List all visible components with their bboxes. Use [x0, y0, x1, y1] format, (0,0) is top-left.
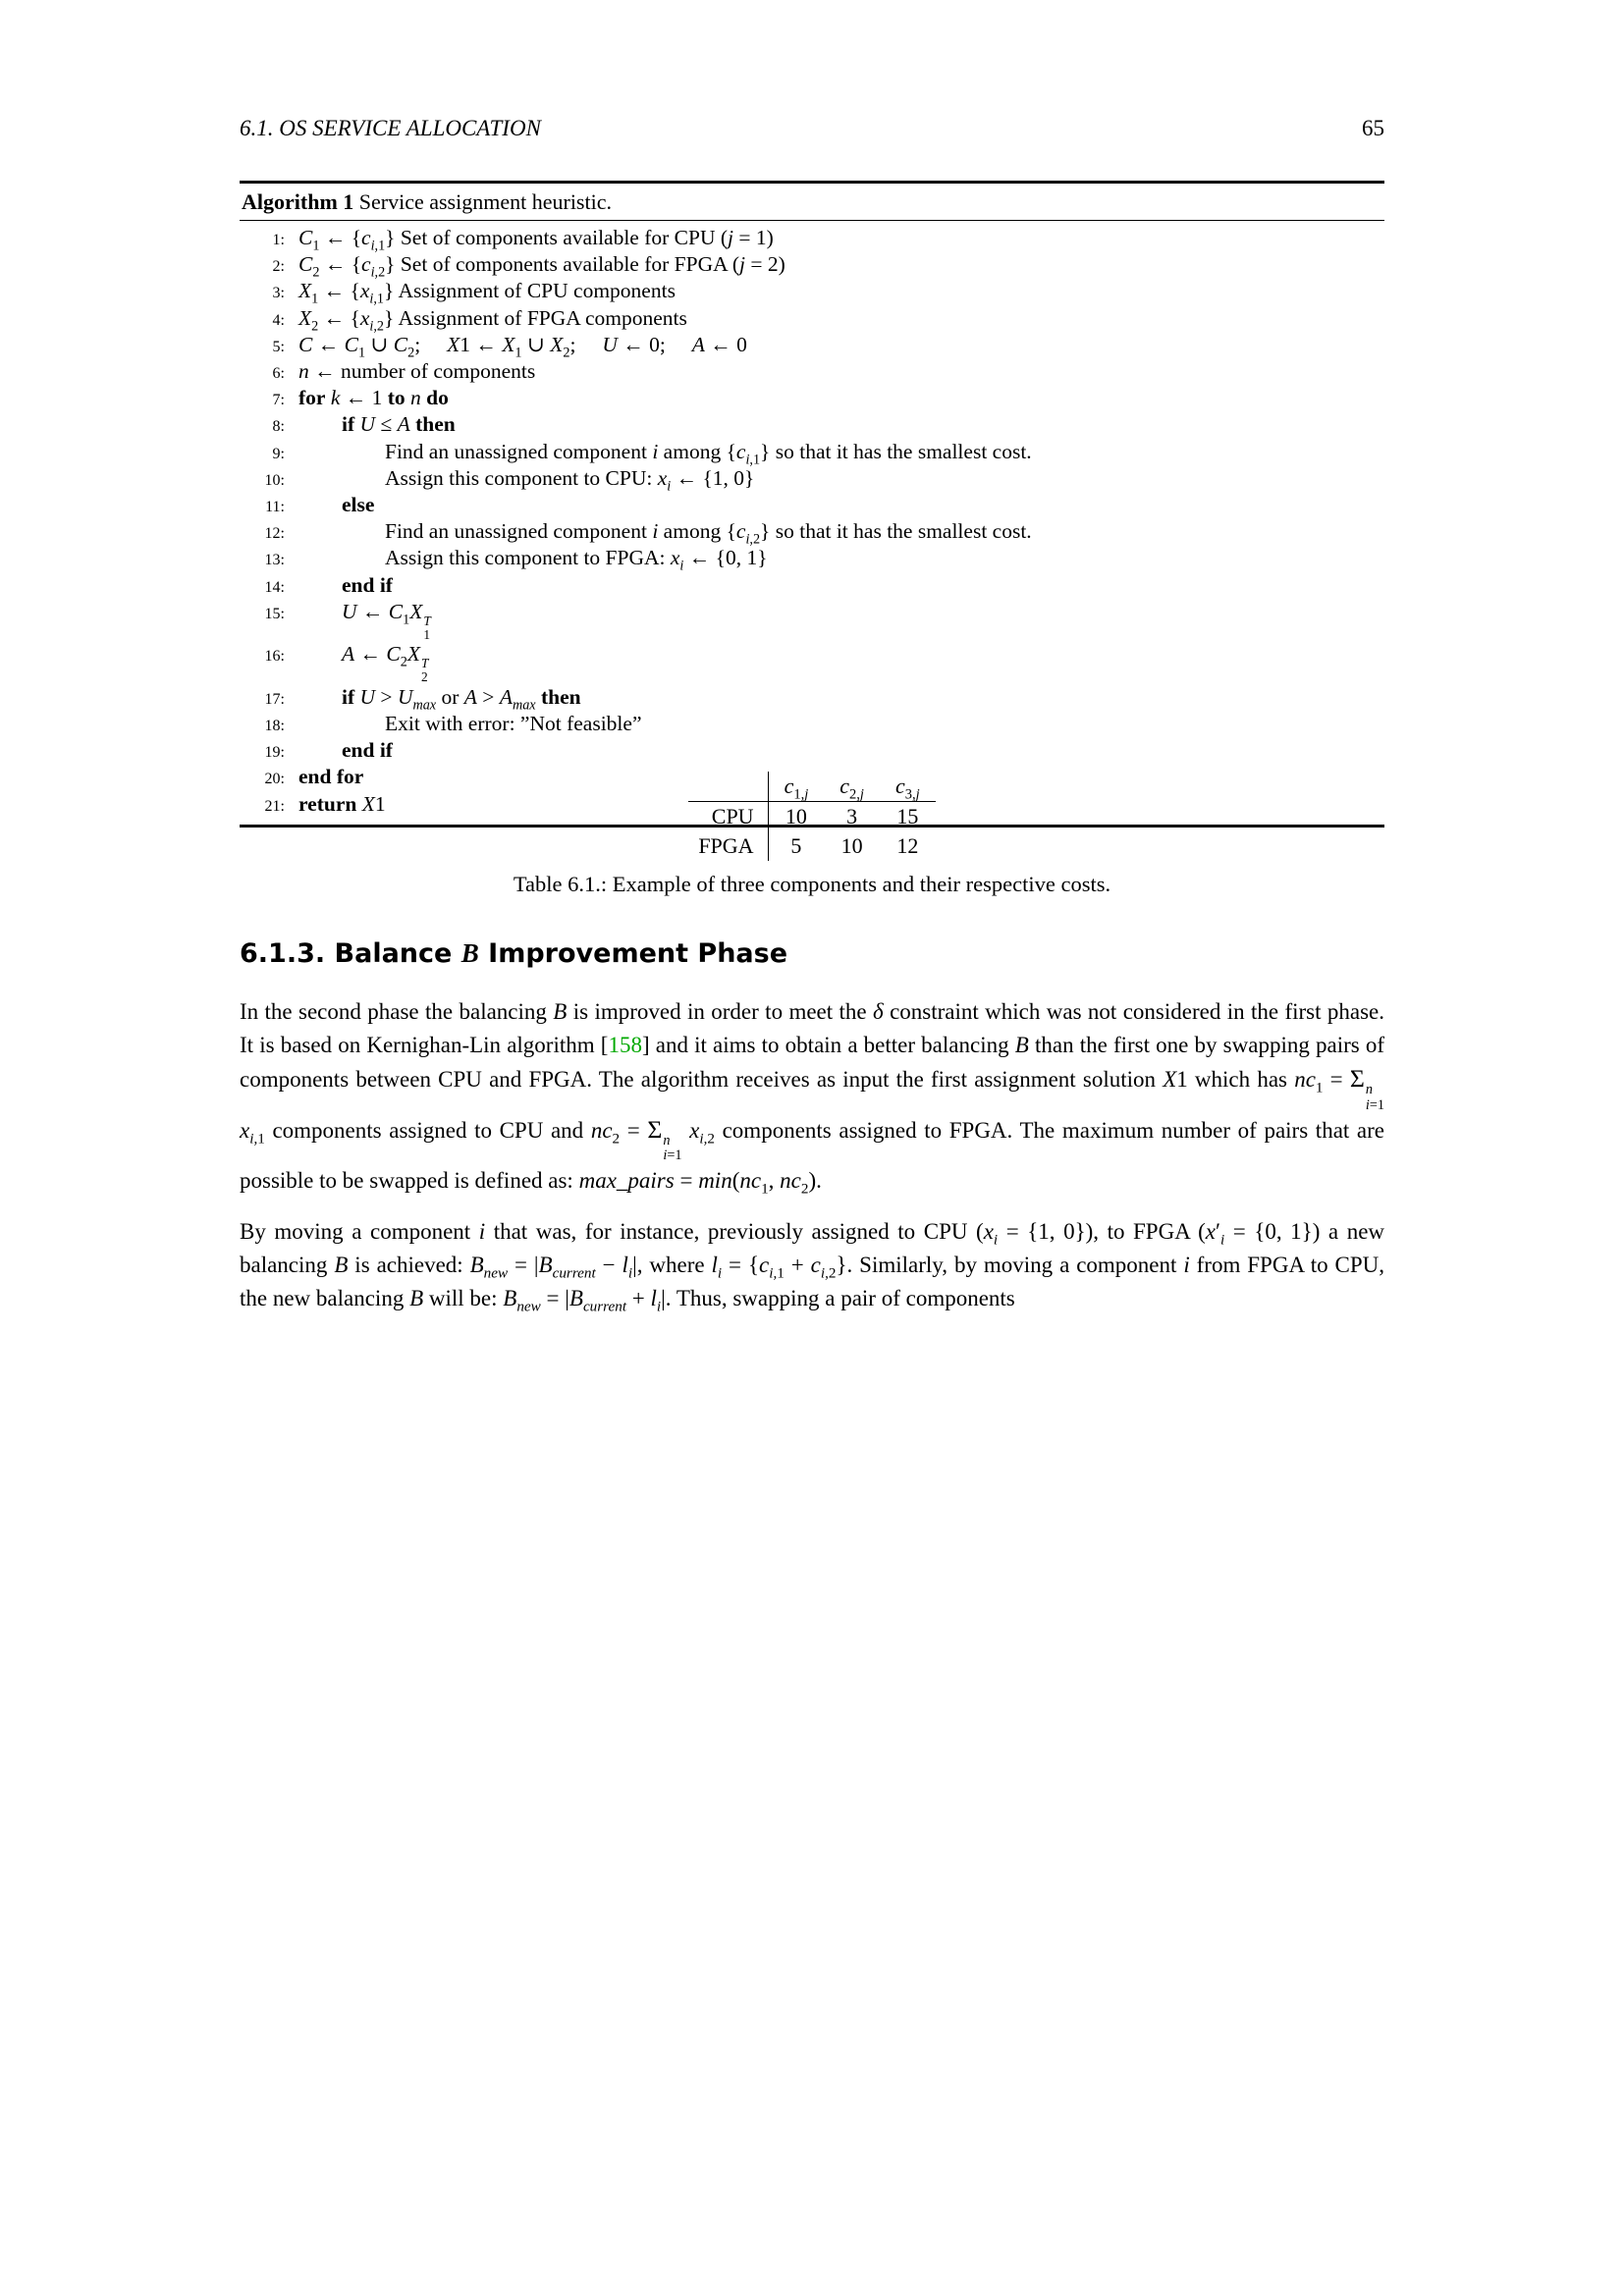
- line-content: Assign this component to FPGA: $x_i$ ← {0, 1}: [385, 546, 768, 574]
- line-number: 5:: [272, 338, 285, 355]
- table-cell: 15: [896, 804, 919, 828]
- line-number: 12:: [264, 525, 285, 543]
- paragraph: By moving a component i that was, for instance, previously assigned to CPU ($x_i = \{1$, 0}), to FPGA ($x'_i = \{0$, 1}) a new balancing B is achieved: $B_{new} = |B_{current} - l_i|$, where $l_i = \{c_{i,1} + c_{i,2}\}$. Similarly, by moving a component i from FPGA to CPU, the new balancing B will be: $B_{new} = |B_{current} + l_i|$. Thus, swapping a pair of components: [240, 1218, 1385, 1315]
- line-content: U ← $C_1X$ T 1: [342, 599, 431, 642]
- table-caption: Table 6.1.: Example of three components and their respective costs.: [513, 872, 1111, 896]
- line-content: n ← number of components: [298, 359, 536, 384]
- line-number: 10:: [264, 471, 285, 489]
- costs-table-wrap: [240, 772, 1384, 861]
- algorithm-line: [240, 333, 1384, 359]
- algorithm-line: [240, 519, 1384, 546]
- line-content: end for: [298, 765, 364, 789]
- line-number: 18:: [264, 717, 285, 734]
- line-content: Exit with error: ”Not feasible”: [385, 711, 642, 735]
- citation-link[interactable]: 158: [608, 1033, 642, 1057]
- line-number: 9:: [272, 445, 285, 462]
- algorithm-line: [240, 573, 1384, 600]
- algorithm-caption-label: Algorithm 1: [242, 189, 354, 214]
- table-cell: 10: [840, 833, 863, 858]
- line-content: $C_2$ ← $\{c_{i,2}\}$ Set of components available for FPGA (j = 2): [298, 252, 785, 281]
- line-number: 1:: [272, 232, 285, 248]
- line-content: end if: [342, 738, 393, 763]
- line-content: return X1: [298, 791, 386, 816]
- algorithm-line: [240, 685, 1384, 712]
- algorithm-line: [240, 252, 1384, 279]
- line-number: 16:: [264, 648, 285, 666]
- line-number: 7:: [272, 392, 285, 409]
- line-number: 17:: [264, 690, 285, 708]
- table-row: [688, 802, 935, 832]
- body-text: [240, 995, 1384, 1315]
- costs-table: [688, 772, 935, 861]
- table-row: [688, 831, 935, 861]
- table-cell: 10: [785, 804, 807, 828]
- line-number: 19:: [264, 744, 285, 762]
- line-content: for k ← 1 to n do: [298, 386, 449, 410]
- algorithm-line: [240, 738, 1384, 765]
- algorithm-line: [240, 493, 1384, 519]
- algorithm-line: [240, 226, 1384, 252]
- line-content: else: [342, 493, 375, 517]
- table-corner-cell: [688, 772, 768, 802]
- running-head-title: 6.1. OS SERVICE ALLOCATION: [240, 116, 541, 140]
- line-content: $C_1$ ← $\{c_{i,1}\}$ Set of components available for CPU (j = 1): [298, 226, 774, 254]
- algorithm-line: [240, 600, 1384, 642]
- line-content: Find an unassigned component i among $\{c_{i,1}\}$ so that it has the smallest cost.: [385, 439, 1032, 467]
- algorithm-line: [240, 386, 1384, 412]
- page-number: 65: [1362, 116, 1384, 140]
- table-col-header: $c_{3,j}$: [880, 772, 936, 802]
- line-content: A ← $C_2X$ T 2: [342, 642, 429, 685]
- line-content: Assign this component to CPU: $x_i$ ← {1, 0}: [385, 465, 755, 495]
- line-number: 13:: [264, 552, 285, 569]
- running-head: [240, 116, 1384, 141]
- line-content: C ← $C_1$ ∪ $C_2$; X1 ← $X_1$ ∪ $X_2$; U ← 0; A ← 0: [298, 332, 747, 361]
- paragraph: In the second phase the balancing B is improved in order to meet the δ constraint which was not considered in the first phase. It is based on Kernighan-Lin algorithm [158] and it aims to obtain a better balancing B than the first one by swapping pairs of components between CPU and FPGA. The algorithm receives as input the first assignment solution X1 which has $nc_1 = \Sigma$ n i=1 $x_{i,1}$ components assigned to CPU and $nc_2 = \Sigma$ n i=1 $x_{i,2}$ components assigned to FPGA. The maximum number of pairs that are possible to be swapped is defined as: max_pairs = $\min(nc_1$, $nc_2$).: [240, 999, 1385, 1198]
- table-row-label: CPU: [688, 802, 768, 832]
- line-content: Find an unassigned component i among $\{c_{i,2}\}$ so that it has the smallest cost.: [385, 519, 1032, 548]
- line-number: 14:: [264, 578, 285, 596]
- algorithm-line: [240, 412, 1384, 439]
- algorithm-line: [240, 546, 1384, 572]
- algorithm-line: [240, 466, 1384, 493]
- line-number: 11:: [265, 499, 285, 516]
- algorithm-caption: [240, 184, 1384, 221]
- algorithm-line: [240, 440, 1384, 466]
- section-heading: 6.1.3. Balance B Improvement Phase: [240, 938, 788, 969]
- algorithm-line: [240, 642, 1384, 684]
- line-content: $X_1$ ← $\{x_{i,1}\}$ Assignment of CPU components: [298, 279, 676, 307]
- line-number: 3:: [272, 285, 285, 302]
- line-content: if U ≤ A then: [342, 412, 456, 437]
- algorithm-lines: [240, 221, 1384, 828]
- table-header-row: [688, 772, 935, 802]
- line-content: if $U > U_{max}$ or $A > A_{max}$ then: [342, 684, 581, 714]
- table-cell: 5: [790, 833, 802, 858]
- table-col-header: $c_{2,j}$: [824, 772, 880, 802]
- line-number: 2:: [272, 258, 285, 276]
- line-number: 21:: [264, 797, 285, 815]
- table-row-label: FPGA: [688, 831, 768, 861]
- line-number: 20:: [264, 771, 285, 788]
- algorithm-line: [240, 279, 1384, 305]
- algorithm-caption-text: Service assignment heuristic.: [353, 189, 612, 214]
- line-number: 4:: [272, 311, 285, 329]
- table-cell: 3: [846, 804, 858, 828]
- line-number: 15:: [264, 605, 285, 622]
- algorithm-line: [240, 306, 1384, 333]
- table-cell: 12: [896, 833, 919, 858]
- algorithm-line: [240, 712, 1384, 738]
- algorithm-line: [240, 359, 1384, 386]
- line-content: $X_2$ ← $\{x_{i,2}\}$ Assignment of FPGA components: [298, 305, 687, 334]
- algorithm-block: [240, 181, 1384, 828]
- line-number: 8:: [272, 418, 285, 436]
- line-number: 6:: [272, 365, 285, 383]
- line-content: end if: [342, 572, 393, 597]
- table-col-header: $c_{1,j}$: [768, 772, 824, 802]
